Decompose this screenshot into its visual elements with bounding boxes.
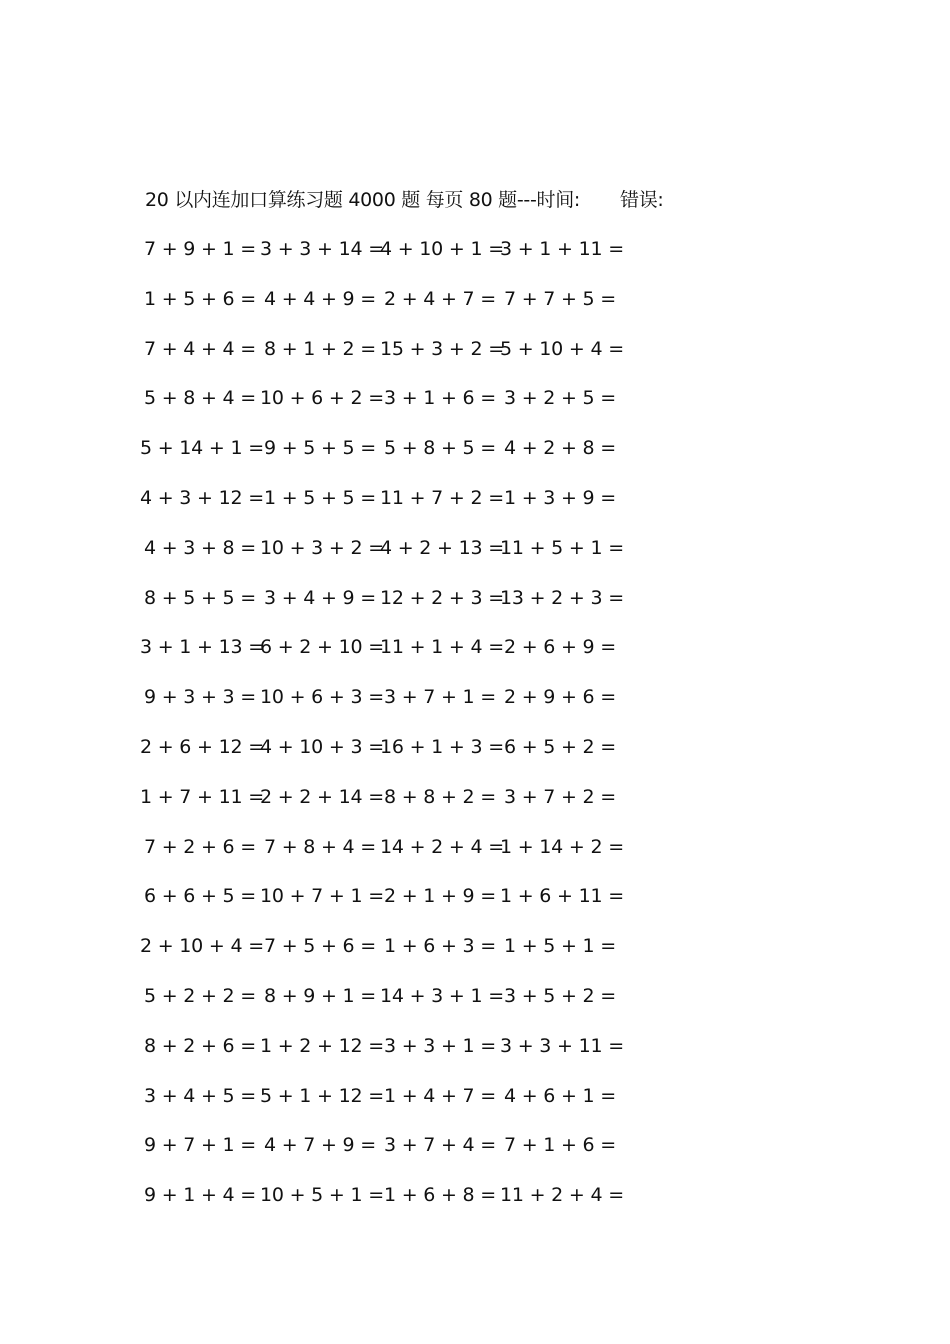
problem: 5 + 2 + 2 = (143, 984, 257, 1007)
problem: 4 + 6 + 1 = (503, 1084, 617, 1107)
problem: 3 + 2 + 5 = (503, 387, 617, 410)
problem-row (140, 1081, 640, 1131)
problem: 5 + 10 + 4 = (500, 337, 624, 360)
problem-row (140, 483, 640, 533)
problem: 8 + 1 + 2 = (263, 337, 377, 360)
problem-grid (140, 234, 640, 1230)
worksheet-header (145, 186, 664, 214)
worksheet-title: 20 以内连加口算练习题 4000 题 每页 80 题---时间: (145, 189, 581, 211)
problem: 1 + 14 + 2 = (500, 835, 624, 858)
problem: 8 + 9 + 1 = (263, 984, 377, 1007)
problem: 7 + 9 + 1 = (143, 238, 257, 260)
problem: 1 + 5 + 6 = (143, 287, 257, 310)
problem: 7 + 4 + 4 = (143, 337, 257, 360)
problem: 10 + 3 + 2 = (260, 536, 384, 559)
problem-row (140, 1180, 640, 1230)
problem-row (140, 1130, 640, 1180)
problem: 4 + 7 + 9 = (263, 1134, 377, 1157)
problem: 14 + 3 + 1 = (380, 984, 504, 1007)
problem: 2 + 4 + 7 = (383, 287, 497, 310)
problem-row (140, 433, 640, 483)
problem: 1 + 7 + 11 = (140, 785, 264, 808)
problem: 3 + 7 + 4 = (383, 1134, 497, 1157)
problem: 4 + 4 + 9 = (263, 287, 377, 310)
problem: 10 + 5 + 1 = (260, 1184, 384, 1207)
problem: 2 + 1 + 9 = (383, 885, 497, 908)
problem: 9 + 5 + 5 = (263, 437, 377, 460)
problem-row (140, 334, 640, 384)
problem: 8 + 2 + 6 = (143, 1034, 257, 1057)
problem: 5 + 8 + 5 = (383, 437, 497, 460)
problem: 14 + 2 + 4 = (380, 835, 504, 858)
problem: 5 + 14 + 1 = (140, 437, 264, 460)
problem: 6 + 2 + 10 = (260, 636, 384, 659)
problem: 11 + 7 + 2 = (380, 486, 504, 509)
problem: 7 + 7 + 5 = (503, 287, 617, 310)
problem: 2 + 6 + 12 = (140, 735, 264, 758)
problem: 3 + 3 + 11 = (500, 1034, 624, 1057)
problem: 10 + 7 + 1 = (260, 885, 384, 908)
problem: 12 + 2 + 3 = (380, 586, 504, 609)
problem: 5 + 1 + 12 = (260, 1084, 384, 1107)
problem: 4 + 2 + 13 = (380, 536, 504, 559)
problem: 3 + 4 + 5 = (143, 1084, 257, 1107)
problem: 7 + 2 + 6 = (143, 835, 257, 858)
problem: 1 + 6 + 8 = (383, 1184, 497, 1207)
problem: 3 + 1 + 6 = (383, 387, 497, 410)
problem: 9 + 3 + 3 = (143, 686, 257, 709)
problem: 7 + 1 + 6 = (503, 1134, 617, 1157)
problem-row (140, 1031, 640, 1081)
problem: 7 + 5 + 6 = (263, 935, 377, 958)
problem-row (140, 981, 640, 1031)
errors-label: 错误: (620, 189, 664, 211)
problem: 8 + 5 + 5 = (143, 586, 257, 609)
problem: 15 + 3 + 2 = (380, 337, 504, 360)
problem: 2 + 6 + 9 = (503, 636, 617, 659)
problem-row (140, 682, 640, 732)
problem: 4 + 3 + 8 = (143, 536, 257, 559)
problem: 3 + 1 + 11 = (500, 238, 624, 260)
problem: 1 + 3 + 9 = (503, 486, 617, 509)
problem: 2 + 9 + 6 = (503, 686, 617, 709)
problem: 11 + 2 + 4 = (500, 1184, 624, 1207)
problem-row (140, 782, 640, 832)
problem: 5 + 8 + 4 = (143, 387, 257, 410)
problem: 4 + 3 + 12 = (140, 486, 264, 509)
problem-row (140, 284, 640, 334)
problem: 1 + 4 + 7 = (383, 1084, 497, 1107)
problem: 2 + 2 + 14 = (260, 785, 384, 808)
problem: 1 + 2 + 12 = (260, 1034, 384, 1057)
problem: 9 + 1 + 4 = (143, 1184, 257, 1207)
problem: 6 + 6 + 5 = (143, 885, 257, 908)
problem: 4 + 2 + 8 = (503, 437, 617, 460)
problem: 1 + 6 + 11 = (500, 885, 624, 908)
problem: 11 + 5 + 1 = (500, 536, 624, 559)
problem: 1 + 6 + 3 = (383, 935, 497, 958)
problem: 16 + 1 + 3 = (380, 735, 504, 758)
problem-row (140, 881, 640, 931)
problem: 3 + 7 + 1 = (383, 686, 497, 709)
problem: 13 + 2 + 3 = (500, 586, 624, 609)
problem-row (140, 832, 640, 882)
problem-row (140, 383, 640, 433)
problem-row (140, 632, 640, 682)
problem-row (140, 234, 640, 284)
problem: 6 + 5 + 2 = (503, 735, 617, 758)
problem: 8 + 8 + 2 = (383, 785, 497, 808)
problem-row (140, 931, 640, 981)
problem: 3 + 5 + 2 = (503, 984, 617, 1007)
problem: 9 + 7 + 1 = (143, 1134, 257, 1157)
problem: 3 + 3 + 1 = (383, 1034, 497, 1057)
problem: 3 + 7 + 2 = (503, 785, 617, 808)
problem-row (140, 583, 640, 633)
problem: 1 + 5 + 5 = (263, 486, 377, 509)
problem: 2 + 10 + 4 = (140, 935, 264, 958)
problem: 10 + 6 + 3 = (260, 686, 384, 709)
problem: 1 + 5 + 1 = (503, 935, 617, 958)
problem-row (140, 533, 640, 583)
problem-row (140, 732, 640, 782)
problem: 3 + 1 + 13 = (140, 636, 264, 659)
problem: 4 + 10 + 3 = (260, 735, 384, 758)
problem: 4 + 10 + 1 = (380, 238, 504, 260)
problem: 3 + 3 + 14 = (260, 238, 384, 260)
problem: 7 + 8 + 4 = (263, 835, 377, 858)
problem: 3 + 4 + 9 = (263, 586, 377, 609)
problem: 11 + 1 + 4 = (380, 636, 504, 659)
problem: 10 + 6 + 2 = (260, 387, 384, 410)
